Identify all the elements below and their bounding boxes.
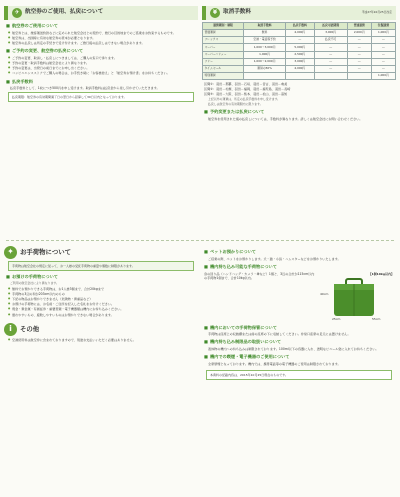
column-header: 運賃種別・制限 <box>203 23 244 30</box>
table-cell: ― <box>371 58 395 65</box>
baggage-illustration <box>320 272 394 322</box>
table-cell: ― <box>314 58 347 65</box>
table-cell: ― <box>347 58 371 65</box>
table-cell: ― <box>347 51 371 58</box>
table-cell: ― <box>347 37 371 44</box>
table-cell: ― <box>314 51 347 58</box>
column-header: 普通運賃 <box>347 23 371 30</box>
table-cell: ― <box>371 65 395 72</box>
column-header: 往復運賃 <box>371 23 395 30</box>
table-row <box>203 58 396 65</box>
list-item: ● 現金・貴金属・有価証券・重要書類・電子機器類は機内にお持ち込みください。 <box>8 307 196 311</box>
table-cell: ― <box>314 44 347 51</box>
section-title: 航空券のご使用、払戻について <box>25 9 104 16</box>
subheading: ■ ご予約の変更、航空券の払戻について <box>6 48 198 54</box>
paragraph: 身の回り品（ハンドバッグ・カメラ・傘など）1個と、3辺の合計が115cm以内の手荷物1個まで、合計10kg以内。 <box>204 271 315 280</box>
plane-icon: ✈ <box>12 8 22 18</box>
table-cell <box>244 72 286 79</box>
table-row <box>203 65 396 72</box>
subheading: ■ 航空券のご使用について <box>6 23 198 29</box>
list-item: ● 航空券の払戻しは所定の手続きで受け付けます。ご旅行後の払戻しはできない場合があります。 <box>8 41 196 45</box>
dim-height: 40cm <box>320 291 329 296</box>
table-cell: 運賃の50% <box>244 65 286 72</box>
table-cell: スーパー <box>203 44 244 51</box>
table-cell <box>347 72 371 79</box>
table-row <box>203 37 396 44</box>
table-note: 上記以外の運賃は、所定の払戻手数料を申し受けます。 <box>208 96 281 101</box>
list-item: ● 空港使用料は航空券に含まれておりますので、別途お支払いいただく必要はありません。 <box>8 338 196 342</box>
subheading: ■ 機内持ち込み制限品の取扱いについて <box>204 339 396 345</box>
paragraph: 液体物の機内への持ち込みは制限されております。100ml以下の容器に入れ、透明なビニール袋に入れてお持ちください。 <box>208 347 379 352</box>
table-cell: ― <box>371 44 395 51</box>
table-row <box>203 51 396 58</box>
column-header: 払戻手数料 <box>286 23 315 30</box>
table-cell: 3,000円 <box>314 30 347 37</box>
table-cell <box>286 72 315 79</box>
paragraph: 航空券を使用された後の払戻しについては、手数料が異なります。詳しくは航空会社にお問い合わせください。 <box>208 117 363 122</box>
bottom-right-section <box>202 246 396 382</box>
section-title: 取消手数料 <box>223 9 251 16</box>
table-cell: 1,000～3,000円 <box>244 44 286 51</box>
yen-icon: ¥ <box>210 8 220 18</box>
table-row <box>203 30 396 37</box>
table-cell: 5,000円 <box>286 44 315 51</box>
section-header <box>4 6 198 20</box>
section-title: i その他 <box>4 323 198 336</box>
list-item: ● コンビニエンスストアでご購入の場合は、お手続き時に「お客様控え」と「航空券お預け書」をお持ちください。 <box>8 71 196 75</box>
table-cell: ― <box>371 37 395 44</box>
table-cell: フリー <box>203 58 244 65</box>
table-cell: 1,000円 <box>244 51 286 58</box>
legend-item: 区間③：羽田－大阪、羽田－熊本、羽田－松山、羽田－高知 <box>204 92 288 97</box>
subheading: ■ 機内での喫煙・電子機器のご使用について <box>204 354 396 360</box>
fee-table <box>202 22 396 80</box>
list-item: ● 壊れやすいもの、腐敗しやすいものはお預かりできない場合があります。 <box>8 313 196 317</box>
table-cell: ― <box>314 65 347 72</box>
top-right-section <box>202 6 396 122</box>
table-row <box>203 72 396 79</box>
table-cell: 3,000円 <box>286 58 315 65</box>
table-cell: タイムセール <box>203 65 244 72</box>
section-title: ✦ お手荷物について <box>4 246 198 259</box>
section-header <box>202 6 396 20</box>
table-cell: ― <box>371 51 395 58</box>
list-item: ● 下記の物品はお預かりできません（危険物・貴重品など） <box>8 297 196 301</box>
paragraph: 払戻手数料として、1枚につき500円を申し受けます。取消手数料は払戻金から差し引かせていただきます。 <box>10 86 160 91</box>
section-divider <box>6 240 394 241</box>
list-item: ● 手荷物の3辺の和が203cm以内のもの <box>8 292 196 296</box>
table-cell: 無料 <box>244 30 286 37</box>
info-icon: i <box>4 323 17 336</box>
table-cell: 2,000円 <box>347 30 371 37</box>
table-cell: 普通運賃 <box>203 30 244 37</box>
footer-note: 本資料の記載内容は、2015年10月25日現在のものです。 <box>206 370 392 380</box>
table-header-row <box>203 23 396 30</box>
subheading: ■ 払戻手数料 <box>6 79 198 85</box>
table-row <box>203 44 396 51</box>
table-cell: 空港・電話等予約 <box>244 37 286 44</box>
list-item: ● 予約の変更・取消手数料は航空会社により異なります。 <box>8 61 196 65</box>
suitcase-icon <box>320 276 380 322</box>
subheading: ■ ペットお預かりについて <box>204 249 396 255</box>
table-cell: 2,500円 <box>286 51 315 58</box>
bag-caption: 【1個10kg以内】 <box>368 271 394 276</box>
table-cell: ― <box>347 44 371 51</box>
table-cell: 1,000円 <box>371 72 395 79</box>
table-cell: ― <box>347 65 371 72</box>
list-item: ● 航空券とは、旅客運送約款などに定められた航空会社との契約で、旅行の目的地までのご搭乗をお約束するものです。 <box>8 31 196 35</box>
table-cell: 4,000円 <box>286 65 315 72</box>
table-cell: 払戻不可 <box>314 37 347 44</box>
top-left-section <box>4 6 198 104</box>
subheading: ■ 予約変更または払戻について <box>204 109 396 115</box>
revision-note: 平成27年10月25日改定 <box>361 10 392 15</box>
intro-box: 手荷物は航空会社の規定に従って、お一人様の受託手荷物の重量や個数に制限があります。 <box>8 261 194 271</box>
dim-depth: 25cm <box>332 316 341 321</box>
subheading: ■ 機内においての手荷物保管について <box>204 325 396 331</box>
table-cell <box>314 72 347 79</box>
paragraph: 全席禁煙となっております。機内では、携帯電話等の電子機器のご使用は制限されております。 <box>208 361 341 366</box>
note: ご利用の航空会社により異なります。 <box>10 280 59 285</box>
dim-width: 55cm <box>372 316 381 321</box>
table-note: 払戻しは航空券の有効期間内に限ります。 <box>208 101 263 106</box>
list-item: ● お預けの手荷物には、お名前・ご住所を記入した名札をお付けください。 <box>8 302 196 306</box>
table-cell: フレックス <box>203 37 244 44</box>
luggage-icon: ✦ <box>4 246 17 259</box>
table-cell: スーパーバリュー <box>203 51 244 58</box>
list-item: ● 無料でお預かりできる手荷物は、お1人様3個まで、合計20kgまで <box>8 287 196 291</box>
paragraph: 手荷物は座席上の収納棚または前の座席の下に収納してください。非常口座席の足元には置けません。 <box>208 332 351 337</box>
bottom-left-section <box>4 246 198 343</box>
table-cell: 1,000～2,000円 <box>244 58 286 65</box>
subheading: ■ お預けの手荷物について <box>6 274 198 280</box>
subheading: ■ 機内持ち込み可能な手荷物について <box>204 264 396 270</box>
list-item: ● 予約の変更は、出発日の前日までにお申し出ください。 <box>8 66 196 70</box>
legend-item: 区間①：羽田－那覇、羽田－石垣、羽田－宮古、羽田－奄美 <box>204 82 288 87</box>
list-item: ● 航空券は、出国時に有効な航空券の原本が必要となります。 <box>8 36 196 40</box>
info-box: 払戻期限：航空券の有効期間満了日の翌日から起算して30日以内となっております。 <box>8 92 194 102</box>
table-cell: 特別運賃 <box>203 72 244 79</box>
column-header: 取消手数料 <box>244 23 286 30</box>
list-item: ● ご予約の変更、取消し・払戻しにつきましては、ご購入の窓口で承ります。 <box>8 56 196 60</box>
table-cell: 1,000円 <box>371 30 395 37</box>
column-header: 払戻可能期間 <box>314 23 347 30</box>
table-cell: 4,000円 <box>286 30 315 37</box>
legend-item: 区間②：羽田－札幌、羽田－福岡、羽田－鹿児島、羽田－長崎 <box>204 87 291 92</box>
paragraph: ご搭乗の際、ペットをお預かりします。犬・猫・小鳥・ハムスターなどをお預かりいたします。 <box>208 256 341 261</box>
table-cell: ― <box>286 37 315 44</box>
